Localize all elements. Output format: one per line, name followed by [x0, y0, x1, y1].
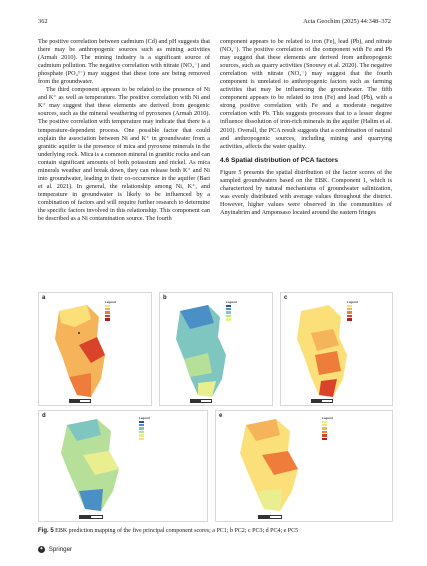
- map-e-svg: [216, 411, 392, 521]
- map-panel-e: [215, 410, 393, 522]
- publisher-footer: [38, 546, 72, 553]
- panel-label-d: d: [42, 413, 46, 419]
- scale-bar-b: [190, 399, 212, 403]
- legend-e: [322, 417, 333, 441]
- right-paragraph-1: component appears to be related to iron (Fe), lead (Pb), and nitrate (NO₃⁻). The positive correlation of the component with Fe and Pb may suggest that these elements are derived from anthropogenic sources, such as quarry activities (Snouwy et al. 2020). The negative correlation with nitrate (NO₃⁻) may suggest that the fourth component is unrelated to anthropogenic factors such as farming activities that may be influencing the groundwater. The fifth component appears to be related to iron (Fe) and lead (Pb), with a strong positive correlation with Fe and a moderate negative correlation with Pb. This suggests processes that to a lesser degree influence dissolution of iron-rich minerals in the aquifer (Halim et al. 2010). Overall, the PCA result suggests that a combination of natural and anthropogenic sources, including mining and quarrying activities, affects the water quality.: [220, 38, 392, 150]
- right-paragraph-2: Figure 5 presents the spatial distribution of the factor scores of the sampled groundwaters based on the EBK. Component 1, which is characterized by natural mechanisms of groundwater salinization, was evenly distributed with average values throughout the district. However, higher values were observed in the communities of Anyinabrim and Amponsaso located around the eastern fringes: [220, 168, 392, 216]
- zone-e-3: [258, 489, 282, 511]
- caption-text: EBK prediction mapping of the five principal component scores; a PC1; b PC2; c PC3; d PC4; e PC5: [55, 528, 299, 534]
- scale-bar-d: [79, 515, 103, 519]
- legend-title-b: Legend: [226, 300, 237, 304]
- zone-a-3: [69, 373, 91, 397]
- map-panel-b: [159, 292, 273, 406]
- left-column: [38, 38, 210, 223]
- panel-label-e: e: [219, 413, 223, 419]
- map-d-svg: [39, 411, 207, 521]
- zone-c-2: [315, 351, 341, 375]
- legend-d: [139, 417, 150, 441]
- map-b-svg: [160, 293, 272, 405]
- legend-b: [226, 301, 237, 321]
- scale-bar-c: [311, 399, 333, 403]
- scale-bar-a: [69, 399, 91, 403]
- legend-title-c: Legend: [347, 300, 358, 304]
- panel-label-c: c: [284, 295, 288, 301]
- map-panel-a: [38, 292, 152, 406]
- legend-title-e: Legend: [322, 416, 333, 420]
- legend-a: [105, 301, 116, 321]
- right-column: [220, 38, 392, 217]
- publisher-name: Springer: [48, 546, 73, 554]
- legend-title-d: Legend: [139, 416, 150, 420]
- left-paragraph-1: The positive correlation between cadmium (Cd) and pH suggests that there may be anthropogenic sources such as mining activities (Armah 2010). The mining industry is a significant source of cadmium pollution. The negative correlation with nitrate (NO₃⁻) and phosphate (PO₄³⁻) may suggest that these ions are being removed from the groundwater.: [38, 38, 210, 86]
- sample-points-a: [78, 332, 80, 334]
- map-panel-d: [38, 410, 208, 522]
- figure-caption: [38, 528, 391, 534]
- map-panel-c: [280, 292, 393, 406]
- map-a-svg: [39, 293, 151, 405]
- springer-logo-icon: ✦: [39, 546, 44, 552]
- page-number: 362: [38, 18, 48, 25]
- map-c-svg: [281, 293, 392, 405]
- caption-label: Fig. 5: [38, 528, 54, 534]
- section-heading: 4.6 Spatial distribution of PCA factors: [220, 156, 339, 164]
- scale-bar-e: [258, 515, 282, 519]
- zone-d-3: [79, 489, 103, 511]
- journal-header: Acta Geochim (2025) 44:348–372: [303, 18, 391, 25]
- left-paragraph-2: The third component appears to be related to the presence of Ni and K⁺ as well as temperature. The positive correlation with Ni and K⁺ may suggest that these elements are derived from geogenic sources, such as the mineral weathering of pyroxenes (Armah 2010). The positive correlation with temperature may indicate that there is a temperature-dependent process. One possible factor that could explain the association between Ni and K⁺ in groundwater from a granitic aquifer is the presence of mica and pyroxene minerals in the underlying rock. Mica is a common mineral in granitic rocks and can contain significant amounts of both potassium and nickel. As mica minerals weather and break down, they can release both K⁺ and Ni into groundwater, leading to their co-occurrence in the aquifer (Bari et al. 2021). In general, the relationship among Ni, K⁺, and temperature in groundwater is likely to be influenced by a combination of factors and will require further research to determine the specific factors involved in this relationship. This component can be described as a Ni contamination source. The fourth: [38, 86, 210, 223]
- legend-c: [347, 301, 358, 321]
- legend-title-a: Legend: [105, 300, 116, 304]
- panel-label-b: b: [163, 295, 167, 301]
- figure-5: [38, 292, 391, 520]
- panel-label-a: a: [42, 295, 46, 301]
